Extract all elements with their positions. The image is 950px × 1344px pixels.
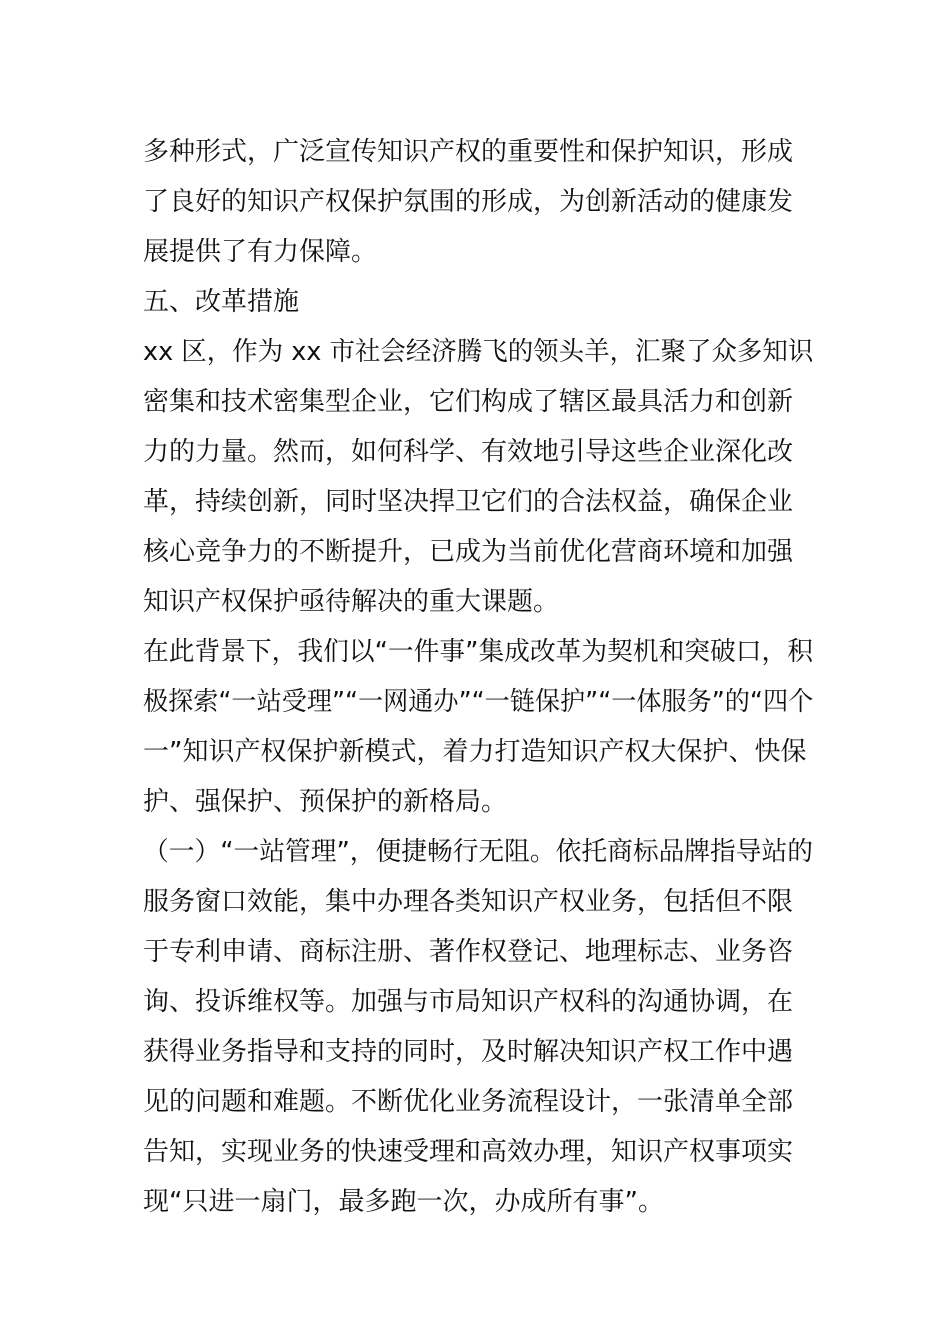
text-line: 知识产权保护亟待解决的重大课题。 (143, 587, 560, 617)
text-line: 护、强保护、预保护的新格局。 (143, 787, 508, 817)
section-heading: 五、改革措施 (143, 287, 300, 317)
text-line: 革，持续创新，同时坚决捍卫它们的合法权益，确保企业 (143, 487, 794, 517)
text-line: 力的力量。然而，如何科学、有效地引导这些企业深化改 (143, 437, 794, 467)
text-line: 于专利申请、商标注册、著作权登记、地理标志、业务咨 (143, 937, 794, 967)
text-line: xx 区，作为 xx 市社会经济腾飞的领头羊，汇聚了众多知识 (143, 337, 814, 367)
text-line: 服务窗口效能，集中办理各类知识产权业务，包括但不限 (143, 887, 794, 917)
text-line: 展提供了有力保障。 (143, 237, 378, 267)
text-line: 见的问题和难题。不断优化业务流程设计，一张清单全部 (143, 1087, 794, 1117)
text-line: 密集和技术密集型企业，它们构成了辖区最具活力和创新 (143, 387, 794, 417)
text-line: 多种形式，广泛宣传知识产权的重要性和保护知识，形成 (143, 137, 794, 167)
text-line: 了良好的知识产权保护氛围的形成，为创新活动的健康发 (143, 187, 794, 217)
text-line: 极探索“一站受理”“一网通办”“一链保护”“一体服务”的“四个 (143, 687, 814, 717)
text-line: 告知，实现业务的快速受理和高效办理，知识产权事项实 (143, 1137, 794, 1167)
text-line: 在此背景下，我们以“一件事”集成改革为契机和突破口，积 (143, 637, 813, 667)
text-line: 询、投诉维权等。加强与市局知识产权科的沟通协调，在 (143, 987, 794, 1017)
text-line: 核心竞争力的不断提升，已成为当前优化营商环境和加强 (143, 537, 794, 567)
text-line: 现“只进一扇门，最多跑一次，办成所有事”。 (143, 1187, 664, 1217)
text-line: （一）“一站管理”，便捷畅行无阻。依托商标品牌指导站的 (143, 837, 813, 867)
text-line: 一”知识产权保护新模式，着力打造知识产权大保护、快保 (143, 737, 807, 767)
text-line: 获得业务指导和支持的同时，及时解决知识产权工作中遇 (143, 1037, 794, 1067)
